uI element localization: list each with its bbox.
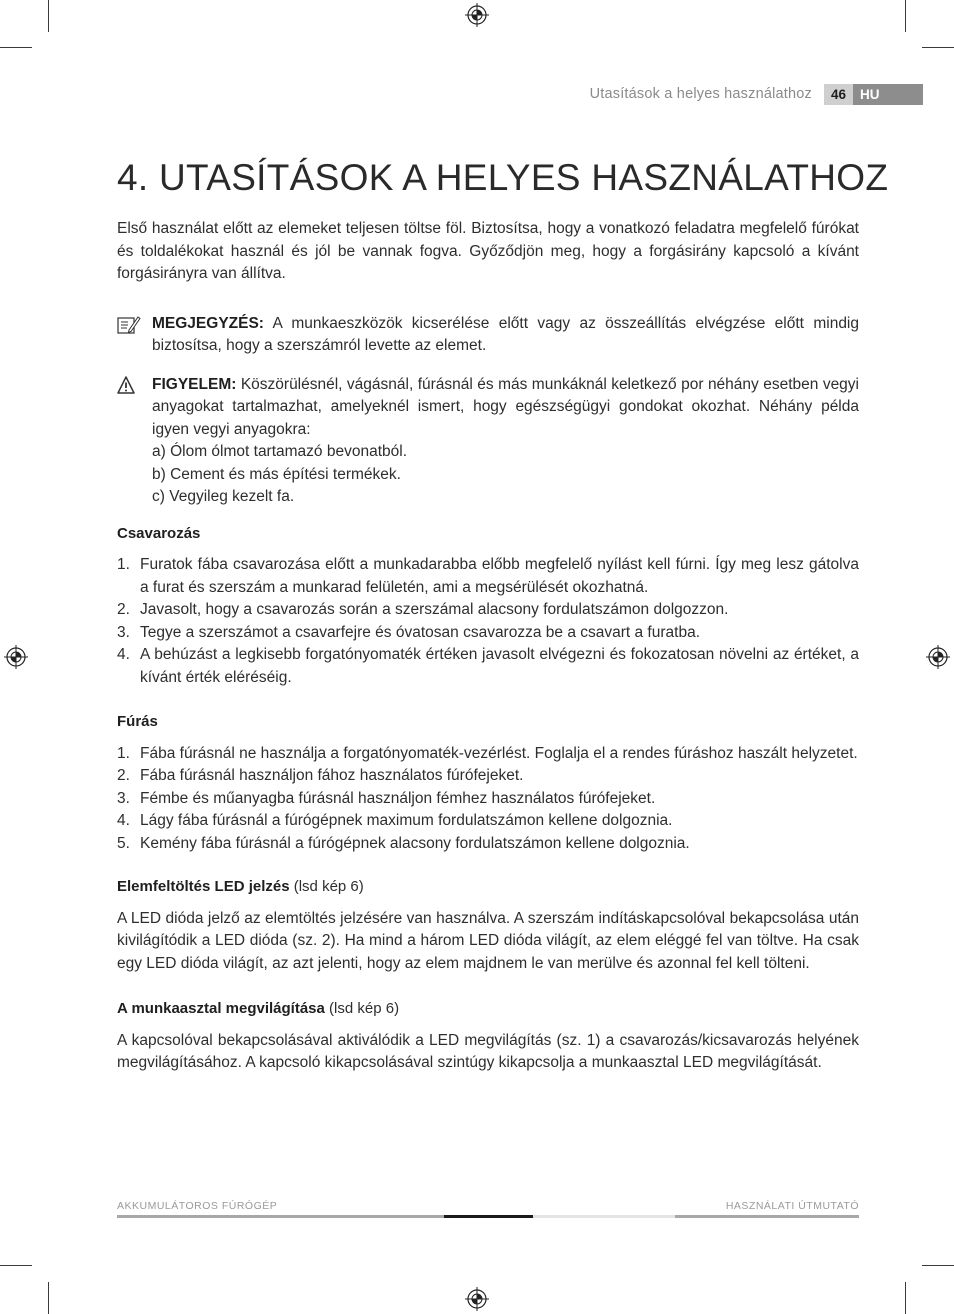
registration-mark-icon — [4, 645, 28, 669]
section-heading-led: Elemfeltöltés LED jelzés (lsd kép 6) — [117, 878, 364, 895]
drilling-list — [117, 743, 859, 856]
list-item: 1. Furatok fába csavarozása előtt a munkadarabba előbb megfelelő nyílást kell fúrni. Így meg lesz gátolva a furat és szerszám a munkarad felületén, ami a megsérülését okozhatná. — [117, 556, 859, 596]
list-item: 4. Lágy fába fúrásnál a fúrógépnek maximum fordulatszámon kellene dolgoznia. — [117, 812, 673, 829]
list-item: b) Cement és más építési termékek. — [152, 465, 401, 483]
footer-bar — [675, 1215, 859, 1218]
warning-text: Köszörülésnél, vágásnál, fúrásnál és más munkáknál keletkező por néhány esetben vegyi anyagokat tartalmazhat, amelyeknél ismert, hogy egészségügyi gondokat okozhat. Néhány példa igyen vegyi anyagokra: — [152, 375, 859, 438]
note-paragraph — [152, 313, 859, 358]
registration-mark-icon — [926, 645, 950, 669]
section-heading-light: A munkaasztal megvilágítása (lsd kép 6) — [117, 1000, 400, 1017]
warning-block — [117, 374, 859, 509]
list-item: 5. Kemény fába fúrásnál a fúrógépnek alacsony fordulatszámon kellene dolgoznia. — [117, 834, 690, 852]
crop-mark — [0, 47, 32, 48]
screwing-list — [117, 554, 859, 689]
footer-bar — [444, 1215, 533, 1218]
list-item: 2. Fába fúrásnál használjon fához használatos fúrófejeket. — [117, 767, 524, 784]
language-tab: HU — [853, 84, 923, 105]
led-paragraph: A LED dióda jelző az elemtöltés jelzésére van használva. A szerszám indításkapcsolóval bekapcsolása után kivilágítódik a LED dióda (sz. 2). Ha mind a három LED dióda világít, az elem eléggé fel van töltve. Ha csak egy LED dióda világít, az azt jelenti, hogy az elem majdnem le van merülve és azonnal fel kell tölteni. — [117, 909, 859, 972]
crop-mark — [0, 1265, 32, 1266]
light-paragraph: A kapcsolóval bekapcsolásával aktiválódik a LED megvilágítás (sz. 1) a csavarozás/kicsavarozás helyének megvilágításához. A kapcsoló kikapcsolásával szintúgy kikapcsolja a munkaasztal LED megvilágítását. — [117, 1031, 859, 1071]
warning-paragraph — [152, 374, 859, 442]
list-item: 4. A behúzást a legkisebb forgatónyomaték értéken javasolt elvégezni és fokozatosan növelni az értéket, a kívánt érték eléréséig. — [117, 646, 859, 686]
warning-examples-list — [152, 441, 859, 509]
crop-mark — [922, 1265, 954, 1266]
crop-mark — [905, 1282, 906, 1314]
note-label: MEGJEGYZÉS: — [152, 314, 264, 332]
crop-mark — [905, 0, 906, 32]
registration-mark-icon — [465, 3, 489, 27]
intro-paragraph: Első használat előtt az elemeket teljesen töltse föl. Biztosítsa, hogy a vonatkozó feladatra megfelelő fúrókat és toldalékokat használ és jól be vannak fogva. Győződjön meg, hogy a forgásirány kapcsoló a kívánt forgásirányra van állítva. — [117, 220, 859, 282]
footer-bar — [533, 1215, 675, 1218]
list-item: 3. Tegye a szerszámot a csavarfejre és óvatosan csavarozza be a csavart a furatba. — [117, 623, 700, 641]
note-pencil-icon — [117, 315, 141, 335]
footer-bar — [117, 1215, 444, 1218]
footer-right-text: HASZNÁLATI ÚTMUTATÓ — [725, 1200, 859, 1212]
crop-mark — [48, 0, 49, 32]
warning-triangle-icon — [117, 376, 141, 396]
main-content — [117, 218, 859, 1075]
crop-mark — [922, 47, 954, 48]
page-number: 46 — [824, 84, 853, 105]
list-item: 1. Fába fúrásnál ne használja a forgatónyomaték-vezérlést. Foglalja el a rendes fúráshoz haszált helyzetet. — [117, 744, 858, 762]
warning-label: FIGYELEM: — [152, 375, 237, 393]
page-title: 4. UTASÍTÁSOK A HELYES HASZNÁLATHOZ — [117, 157, 889, 198]
list-item: c) Vegyileg kezelt fa. — [152, 488, 295, 505]
section-heading-screwing: Csavarozás — [117, 524, 201, 542]
footer-left-text: AKKUMULÁTOROS FÚRÓGÉP — [117, 1200, 278, 1212]
running-header: Utasítások a helyes használathoz — [589, 86, 812, 102]
note-text: A munkaeszközök kicserélése előtt vagy az összeállítás elvégzése előtt mindig biztosítsa, hogy a szerszámról levette az elemet. — [152, 314, 859, 354]
list-item: 3. Fémbe és műanyagba fúrásnál használjon fémhez használatos fúrófejeket. — [117, 789, 656, 807]
registration-mark-icon — [465, 1287, 489, 1311]
list-item: 2. Javasolt, hogy a csavarozás során a szerszámal alacsony fordulatszámon dolgozzon. — [117, 601, 729, 618]
crop-mark — [48, 1282, 49, 1314]
section-heading-drilling: Fúrás — [117, 713, 158, 730]
note-block — [117, 313, 859, 358]
list-item: a) Ólom ólmot tartamazó bevonatból. — [152, 443, 408, 460]
